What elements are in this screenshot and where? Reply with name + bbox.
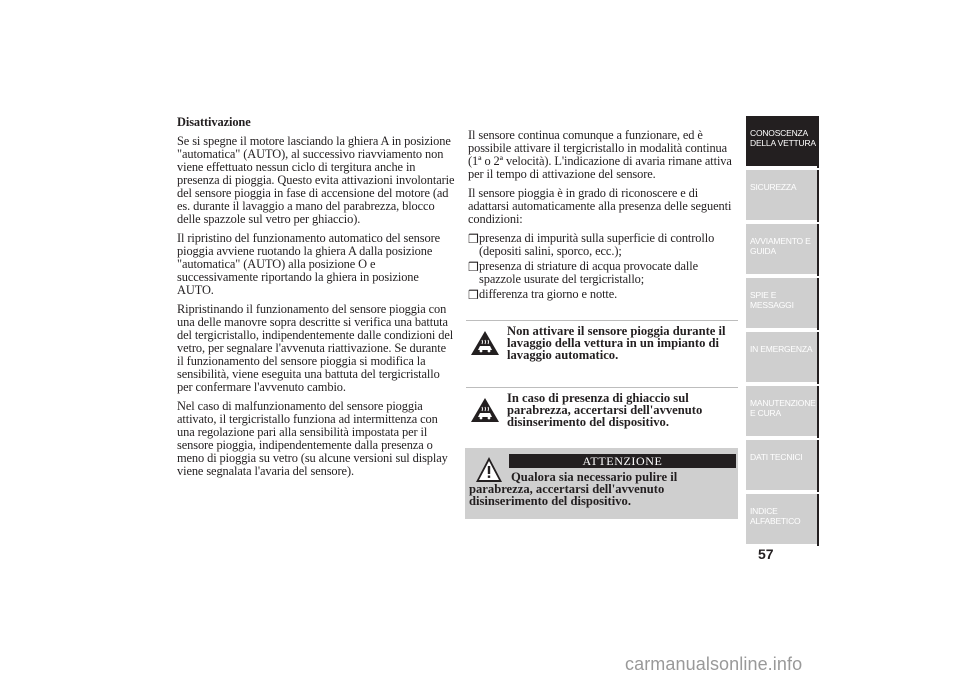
divider: [466, 387, 738, 388]
tab-indice-alfabetico[interactable]: INDICE ALFABETICO: [746, 494, 819, 546]
tab-sicurezza[interactable]: SICUREZZA: [746, 170, 819, 222]
tab-in-emergenza[interactable]: IN EMERGENZA: [746, 332, 819, 384]
warning-box: [465, 448, 738, 519]
tab-dati-tecnici[interactable]: DATI TECNICI: [746, 440, 819, 492]
tab-conoscenza-della-vettura[interactable]: CONOSCENZA DELLA VETTURA: [746, 116, 819, 168]
car-caution-icon: [470, 330, 500, 356]
section-heading: Disattivazione: [177, 115, 251, 129]
chapter-sidebar: [746, 116, 819, 544]
list-item: [468, 260, 740, 286]
paragraph: Nel caso di malfunzionamento del sensore pioggia attivato, il tergicristallo funziona ad intermittenza con una regolazione pari alla sensibilità impostata per il sensore pioggia, indipendentemente dalla presenza o meno di pioggia su vetro (su alcune versioni sul display viene segnalata l'avaria del sensore).: [177, 399, 448, 478]
paragraph: Ripristinando il funzionamento del sensore pioggia con una delle manovre sopra descritte si verifica una battuta del tergicristallo, indipendentemente dalle condizioni del vetro, per segnalare l'avvenuta riattivazione. Se durante il funzionamento del sensore pioggia si modifica la sensibilità, viene eseguita una battuta del tergicristallo per confermare l'avvenuto cambio.: [177, 302, 454, 394]
tab-spie-e-messaggi[interactable]: SPIE E MESSAGGI: [746, 278, 819, 330]
tab-avviamento-e-guida[interactable]: AVVIAMENTO E GUIDA: [746, 224, 819, 276]
list-item-text: differenza tra giorno e notte.: [479, 287, 618, 301]
caution-note-text: In caso di presenza di ghiaccio sul parabrezza, accertarsi dell'avvenuto disinserimento del dispositivo.: [507, 391, 703, 429]
tab-manutenzione-e-cura[interactable]: MANUTENZIONE E CURA: [746, 386, 819, 438]
paragraph: Il sensore pioggia è in grado di riconoscere e di adattarsi automaticamente alla presenza delle seguenti condizioni:: [468, 186, 732, 226]
warning-title: ATTENZIONE: [509, 454, 736, 468]
caution-note-text: Non attivare il sensore pioggia durante il lavaggio della vettura in un impianto di lavaggio automatico.: [507, 324, 726, 362]
list-item-text: presenza di striature di acqua provocate dalle spazzole usurate del tergicristallo;: [479, 259, 699, 286]
car-caution-icon: [470, 397, 500, 423]
watermark: carmanualsonline.info: [625, 654, 803, 674]
paragraph: Il ripristino del funzionamento automatico del sensore pioggia avviene ruotando la ghiera A dalla posizione "automatica" (AUTO) alla posizione O e successivamente riportando la ghiera in posizione AUTO.: [177, 231, 440, 297]
list-item-text: presenza di impurità sulla superficie di controllo (depositi salini, sporco, ecc.);: [479, 231, 715, 258]
right-column: [468, 129, 740, 303]
paragraph: Se si spegne il motore lasciando la ghiera A in posizione "automatica" (AUTO), al successivo riavviamento non viene effettuato nessun ciclo di tergitura anche in presenza di pioggia. Questo evita attivazioni involontarie del sensore pioggia in fase di accensione del motore (ad es. durante il lavaggio a mano del parabrezza, blocco delle spazzole sul vetro per ghiaccio).: [177, 134, 455, 226]
list-item: [468, 232, 740, 258]
caution-note: [466, 320, 738, 382]
left-column: [177, 116, 455, 484]
warning-text: Qualora sia necessario pulire il parabrezza, accertarsi dell'avvenuto disinserimento del dispositivo.: [469, 470, 678, 508]
checkbox-bullet-icon: ❒: [468, 288, 479, 302]
checkbox-bullet-icon: ❒: [468, 260, 479, 274]
paragraph: Il sensore continua comunque a funzionare, ed è possibile attivare il tergicristallo in modalità continua (1ª o 2ª velocità). L'indicazione di avaria rimane attiva per il tempo di attivazione del sensore.: [468, 128, 732, 181]
checkbox-bullet-icon: ❒: [468, 232, 479, 246]
page-number: 57: [758, 546, 774, 562]
list-item: [468, 288, 740, 301]
divider: [466, 320, 738, 321]
caution-note: [466, 387, 738, 441]
